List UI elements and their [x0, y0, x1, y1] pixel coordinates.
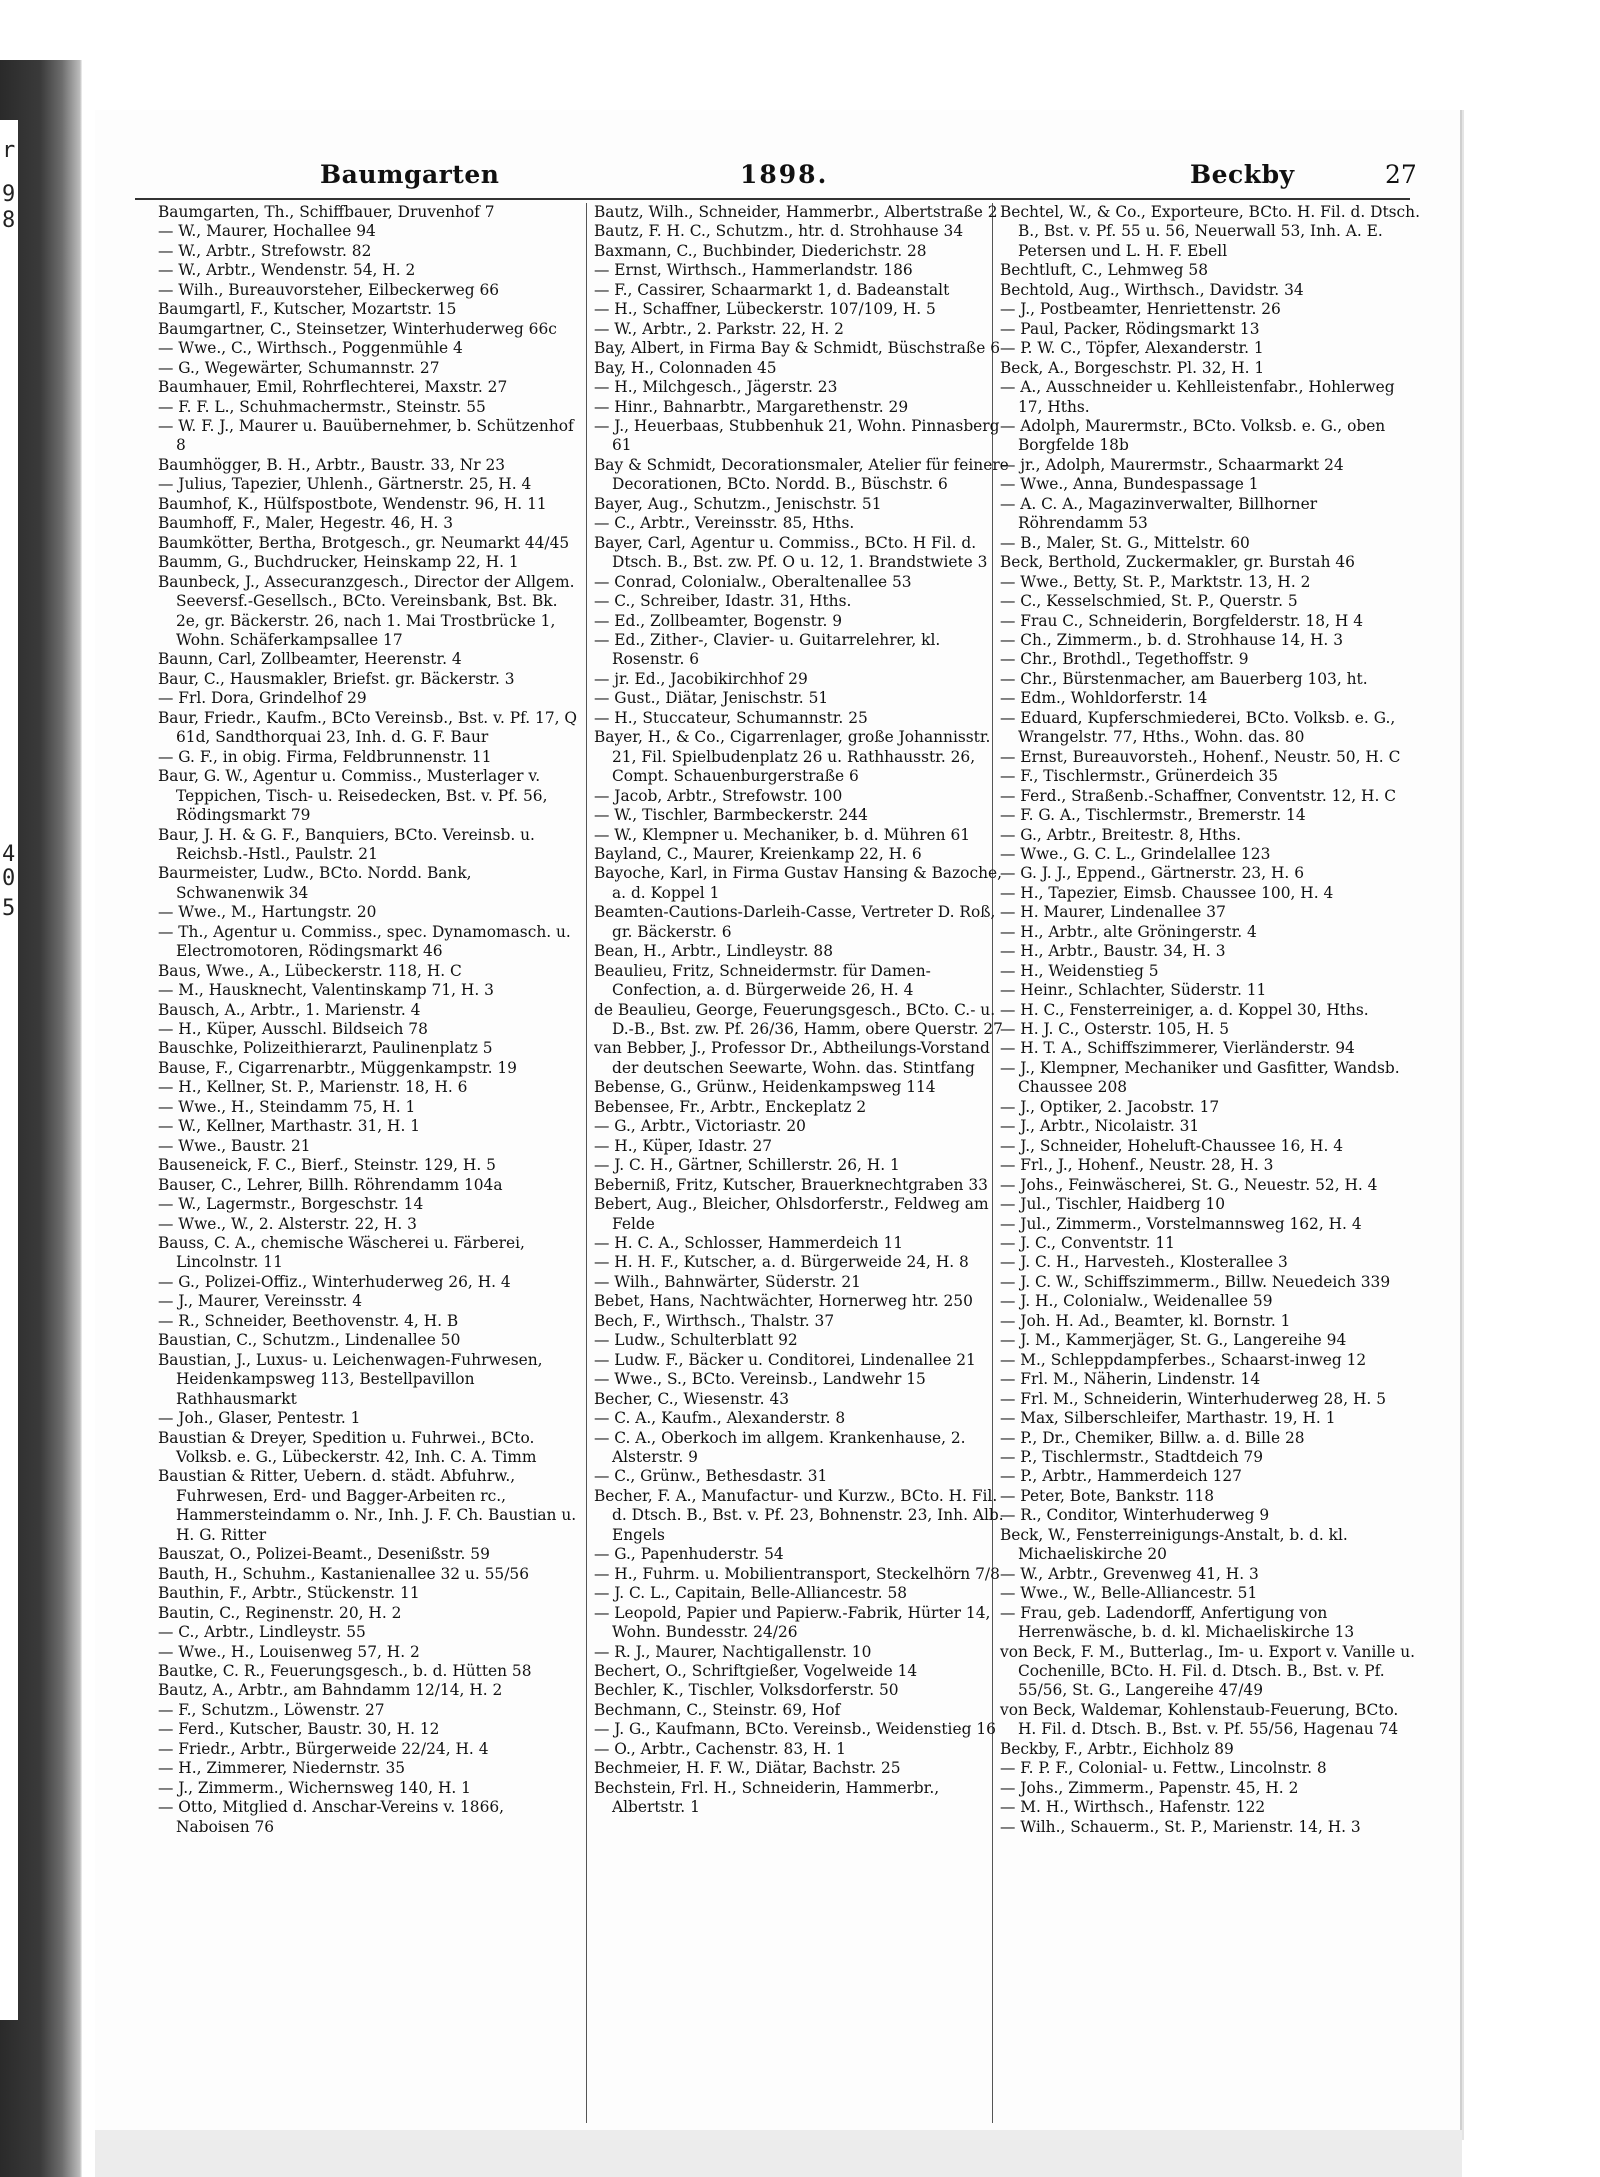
directory-entry: Becher, C., Wiesenstr. 43	[594, 1389, 790, 1408]
directory-entry: Bay, H., Colonnaden 45	[594, 358, 777, 377]
directory-entry: Bautz, Wilh., Schneider, Hammerbr., Albertstraße 2	[594, 203, 998, 221]
directory-entry: — G. F., in obig. Firma, Feldbrunnenstr. 11	[158, 747, 492, 766]
directory-entry: Bayer, H., & Co., Cigarrenlager, große Johannisstr. 21, Fil. Spielbudenplatz 26 u. Rathhausstr. 26, Compt. Schauenburgerstraße 6	[594, 728, 991, 786]
directory-entry: — H., Arbtr., alte Gröningerstr. 4	[1000, 922, 1257, 941]
directory-entry: Beck, W., Fensterreinigungs-Anstalt, b. d. kl. Michaeliskirche 20	[1000, 1525, 1348, 1564]
directory-entry: — M. H., Wirthsch., Hafenstr. 122	[1000, 1798, 1266, 1817]
edge-fragment: 0	[2, 866, 16, 891]
directory-entry: — Ch., Zimmerm., b. d. Strohhause 14, H. 3	[1000, 630, 1343, 649]
column-divider	[586, 203, 587, 2123]
directory-entry: — J. H., Colonialw., Weidenallee 59	[1000, 1292, 1273, 1311]
directory-entry: — Friedr., Arbtr., Bürgerweide 22/24, H. 4	[158, 1739, 489, 1758]
directory-entry: Baus, Wwe., A., Lübeckerstr. 118, H. C	[158, 961, 462, 980]
directory-entry: von Beck, F. M., Butterlag., Im- u. Export v. Vanille u. Cochenille, BCto. H. Fil. d. Dtsch. B., Bst. v. Pf. 55/56, St. G., Langereihe 47/49	[1000, 1642, 1416, 1700]
directory-entry: — Johs., Zimmerm., Papenstr. 45, H. 2	[1000, 1778, 1299, 1797]
directory-entry: — A. C. A., Magazinverwalter, Billhorner Röhrendamm 53	[1000, 494, 1318, 533]
directory-entry: — J., Optiker, 2. Jacobstr. 17	[1000, 1097, 1220, 1116]
directory-entry: — W., Arbtr., Wendenstr. 54, H. 2	[158, 261, 416, 280]
directory-entry: — W., Lagermstr., Borgeschstr. 14	[158, 1195, 424, 1214]
directory-entry: Bebensee, Fr., Arbtr., Enckeplatz 2	[594, 1097, 867, 1116]
page-bottom-shade	[95, 2130, 1462, 2177]
directory-entry: — Frau, geb. Ladendorff, Anfertigung von Herrenwäsche, b. d. kl. Michaeliskirche 13	[1000, 1603, 1355, 1642]
directory-entry: — P., Dr., Chemiker, Billw. a. d. Bille 28	[1000, 1428, 1305, 1447]
directory-entry: — W., Klempner u. Mechaniker, b. d. Mühren 61	[594, 825, 971, 844]
edge-fragment: r	[2, 138, 16, 163]
directory-entry: Baur, C., Hausmakler, Briefst. gr. Bäckerstr. 3	[158, 669, 515, 688]
directory-entry: — J., Heuerbaas, Stubbenhuk 21, Wohn. Pinnasberg 61	[594, 416, 1000, 455]
directory-entry: — Ferd., Straßenb.-Schaffner, Conventstr. 12, H. C	[1000, 786, 1397, 805]
directory-entry: — J., Arbtr., Nicolaistr. 31	[1000, 1117, 1200, 1136]
directory-entry: Bechmann, C., Steinstr. 69, Hof	[594, 1700, 841, 1719]
directory-entry: — H., Küper, Ausschl. Bildseich 78	[158, 1020, 428, 1039]
directory-entry: — G., Papenhuderstr. 54	[594, 1545, 784, 1564]
directory-entry: Beamten-Cautions-Darleih-Casse, Vertreter D. Roß, gr. Bäckerstr. 6	[594, 903, 996, 941]
directory-entry: Baumhoff, F., Maler, Hegestr. 46, H. 3	[158, 514, 454, 533]
directory-entry: — Wwe., Baustr. 21	[158, 1136, 311, 1155]
directory-entry: — C. A., Kaufm., Alexanderstr. 8	[594, 1409, 846, 1428]
directory-entry: Bebet, Hans, Nachtwächter, Hornerweg htr. 250	[594, 1292, 973, 1311]
directory-entry: Bautz, F. H. C., Schutzm., htr. d. Strohhause 34	[594, 222, 964, 241]
directory-entry: — J. C. L., Capitain, Belle-Alliancestr. 58	[594, 1584, 908, 1603]
directory-entry: — J., Zimmerm., Wichernsweg 140, H. 1	[158, 1778, 471, 1797]
directory-entry: — Wilh., Schauerm., St. P., Marienstr. 14, H. 3	[1000, 1817, 1361, 1836]
directory-entry: — C., Arbtr., Lindleystr. 55	[158, 1623, 366, 1642]
directory-entry: — G. J. J., Eppend., Gärtnerstr. 23, H. 6	[1000, 864, 1304, 883]
directory-entry: Bay & Schmidt, Decorationsmaler, Atelier für feinere Decorationen, BCto. Nordd. B., Büschstr. 6	[594, 455, 1009, 494]
directory-entry: — F. G. A., Tischlermstr., Bremerstr. 14	[1000, 806, 1306, 825]
directory-entry: Baustian, C., Schutzm., Lindenallee 50	[158, 1331, 461, 1350]
directory-entry: Bechmeier, H. F. W., Diätar, Bachstr. 25	[594, 1759, 901, 1778]
directory-entry: Baumhögger, B. H., Arbtr., Baustr. 33, Nr 23	[158, 455, 506, 474]
directory-entry: van Bebber, J., Professor Dr., Abtheilungs-Vorstand der deutschen Seewarte, Wohn. das. Stintfang	[594, 1039, 990, 1077]
directory-column-3	[1000, 203, 1420, 1837]
directory-entry: Baur, J. H. & G. F., Banquiers, BCto. Vereinsb. u. Reichsb.-Hstl., Paulstr. 21	[158, 825, 535, 863]
directory-entry: — J., Schneider, Hoheluft-Chaussee 16, H. 4	[1000, 1136, 1344, 1155]
directory-entry: — J. C. W., Schiffszimmerm., Billw. Neuedeich 339	[1000, 1272, 1391, 1291]
directory-entry: — Wwe., Betty, St. P., Marktstr. 13, H. 2	[1000, 572, 1311, 591]
edge-fragment: 9	[2, 182, 16, 207]
directory-entry: — H., Weidenstieg 5	[1000, 961, 1159, 980]
directory-entry: Baurmeister, Ludw., BCto. Nordd. Bank, Schwanenwik 34	[158, 864, 472, 902]
directory-entry: Bebert, Aug., Bleicher, Ohlsdorferstr., Feldweg am Felde	[594, 1195, 989, 1233]
directory-entry: — G., Arbtr., Victoriastr. 20	[594, 1117, 806, 1136]
directory-entry: Bayoche, Karl, in Firma Gustav Hansing & Bazoche, a. d. Koppel 1	[594, 864, 1002, 902]
directory-entry: — Chr., Brothdl., Tegethoffstr. 9	[1000, 650, 1249, 669]
directory-entry: — Ludw. F., Bäcker u. Conditorei, Lindenallee 21	[594, 1350, 976, 1369]
directory-entry: Beaulieu, Fritz, Schneidermstr. für Damen-Confection, a. d. Bürgerweide 26, H. 4	[594, 961, 931, 1000]
directory-entry: — W., Maurer, Hochallee 94	[158, 222, 376, 241]
directory-entry: — Eduard, Kupferschmiederei, BCto. Volksb. e. G., Wrangelstr. 77, Hths., Wohn. das. 80	[1000, 708, 1396, 747]
directory-entry: — Edm., Wohldorferstr. 14	[1000, 689, 1208, 708]
directory-column-2	[594, 203, 1014, 1818]
directory-entry: Baustian, J., Luxus- u. Leichenwagen-Fuhrwesen, Heidenkampsweg 113, Bestellpavillon Rathhausmarkt	[158, 1350, 543, 1408]
directory-entry: — C. A., Oberkoch im allgem. Krankenhause, 2. Alsterstr. 9	[594, 1428, 966, 1466]
directory-entry: Bechler, K., Tischler, Volksdorferstr. 50	[594, 1681, 899, 1700]
page-number: 27	[1385, 160, 1417, 189]
directory-entry: — F. P. F., Colonial- u. Fettw., Lincolnstr. 8	[1000, 1759, 1327, 1778]
directory-entry: Beckby, F., Arbtr., Eichholz 89	[1000, 1739, 1234, 1758]
directory-entry: — Frl. M., Schneiderin, Winterhuderweg 28, H. 5	[1000, 1389, 1386, 1408]
directory-entry: Bayer, Carl, Agentur u. Commiss., BCto. H Fil. d. Dtsch. B., Bst. zw. Pf. O u. 12, 1. Brandstwiete 3	[594, 533, 988, 572]
directory-entry: — H. Maurer, Lindenallee 37	[1000, 903, 1226, 922]
directory-entry: — Otto, Mitglied d. Anschar-Vereins v. 1866, Naboisen 76	[158, 1798, 505, 1836]
edge-fragment: 4	[2, 842, 16, 867]
directory-entry: Baur, G. W., Agentur u. Commiss., Musterlager v. Teppichen, Tisch- u. Reisedecken, Bst. v. Pf. 56, Rödingsmarkt 79	[158, 767, 548, 825]
directory-entry: Baumgartner, C., Steinsetzer, Winterhuderweg 66c	[158, 319, 557, 338]
directory-entry: — F., Tischlermstr., Grünerdeich 35	[1000, 767, 1279, 786]
directory-entry: — Ed., Zollbeamter, Bogenstr. 9	[594, 611, 843, 630]
directory-entry: — G., Wegewärter, Schumannstr. 27	[158, 358, 440, 377]
directory-entry: — Wwe., W., 2. Alsterstr. 22, H. 3	[158, 1214, 417, 1233]
directory-entry: Bautin, C., Reginenstr. 20, H. 2	[158, 1603, 402, 1622]
directory-entry: — C., Arbtr., Vereinsstr. 85, Hths.	[594, 514, 855, 533]
directory-entry: — Peter, Bote, Bankstr. 118	[1000, 1486, 1215, 1505]
directory-entry: — Wwe., W., Belle-Alliancestr. 51	[1000, 1584, 1258, 1603]
directory-entry: Bause, F., Cigarrenarbtr., Müggenkampstr. 19	[158, 1058, 517, 1077]
directory-entry: von Beck, Waldemar, Kohlenstaub-Feuerung, BCto. H. Fil. d. Dtsch. B., Bst. v. Pf. 55/56, Hagenau 74	[1000, 1700, 1399, 1739]
directory-entry: — O., Arbtr., Cachenstr. 83, H. 1	[594, 1739, 846, 1758]
directory-column-1	[158, 203, 578, 1837]
directory-entry: — Julius, Tapezier, Uhlenh., Gärtnerstr. 25, H. 4	[158, 475, 532, 494]
directory-entry: — H. C., Fensterreiniger, a. d. Koppel 30, Hths.	[1000, 1000, 1369, 1019]
directory-entry: Baumhof, K., Hülfspostbote, Wendenstr. 96, H. 11	[158, 494, 547, 513]
directory-entry: Bean, H., Arbtr., Lindleystr. 88	[594, 942, 833, 961]
directory-entry: Baxmann, C., Buchbinder, Diederichstr. 28	[594, 241, 927, 260]
directory-entry: — W., Tischler, Barmbeckerstr. 244	[594, 806, 868, 825]
directory-entry: — H., Schaffner, Lübeckerstr. 107/109, H. 5	[594, 300, 936, 319]
directory-entry: — Conrad, Colonialw., Oberaltenallee 53	[594, 572, 912, 591]
directory-entry: — Wwe., G. C. L., Grindelallee 123	[1000, 844, 1271, 863]
directory-entry: — H., Zimmerer, Niedernstr. 35	[158, 1759, 406, 1778]
directory-entry: — Paul, Packer, Rödingsmarkt 13	[1000, 319, 1260, 338]
directory-entry: — Max, Silberschleifer, Marthastr. 19, H. 1	[1000, 1409, 1336, 1428]
directory-entry: Baustian & Dreyer, Spedition u. Fuhrwei., BCto. Volksb. e. G., Lübeckerstr. 42, Inh. C. A. Timm	[158, 1428, 537, 1466]
directory-entry: — Wwe., C., Wirthsch., Poggenmühle 4	[158, 339, 463, 358]
directory-entry: — Ferd., Kutscher, Baustr. 30, H. 12	[158, 1720, 440, 1739]
directory-entry: — Frl. Dora, Grindelhof 29	[158, 689, 367, 708]
directory-entry: Bauth, H., Schuhm., Kastanienallee 32 u. 55/56	[158, 1564, 529, 1583]
directory-entry: — A., Ausschneider u. Kehlleistenfabr., Hohlerweg 17, Hths.	[1000, 378, 1395, 416]
directory-entry: — C., Grünw., Bethesdastr. 31	[594, 1467, 828, 1486]
directory-entry: Bayland, C., Maurer, Kreienkamp 22, H. 6	[594, 844, 922, 863]
directory-entry: — J. C. H., Gärtner, Schillerstr. 26, H. 1	[594, 1156, 900, 1175]
directory-entry: de Beaulieu, George, Feuerungsgesch., BCto. C.- u. D.-B., Bst. zw. Pf. 26/36, Hamm, obere Querstr. 27	[594, 1000, 1003, 1039]
directory-entry: Beck, Berthold, Zuckermakler, gr. Burstah 46	[1000, 553, 1355, 572]
header-left-keyword: Baumgarten	[320, 160, 500, 189]
directory-entry: Baumkötter, Bertha, Brotgesch., gr. Neumarkt 44/45	[158, 533, 570, 552]
directory-entry: — R., Schneider, Beethovenstr. 4, H. B	[158, 1311, 459, 1330]
directory-entry: — J., Maurer, Vereinsstr. 4	[158, 1292, 363, 1311]
directory-entry: — H. T. A., Schiffszimmerer, Vierländerstr. 94	[1000, 1039, 1355, 1058]
directory-entry: — Wilh., Bahnwärter, Süderstr. 21	[594, 1272, 861, 1291]
directory-entry: — W., Arbtr., 2. Parkstr. 22, H. 2	[594, 319, 844, 338]
directory-entry: — H., Arbtr., Baustr. 34, H. 3	[1000, 942, 1226, 961]
directory-entry: Bay, Albert, in Firma Bay & Schmidt, Büschstraße 6	[594, 339, 1001, 358]
directory-entry: — Hinr., Bahnarbtr., Margarethenstr. 29	[594, 397, 909, 416]
directory-entry: Baumgarten, Th., Schiffbauer, Druvenhof 7	[158, 203, 495, 221]
directory-entry: — W., Arbtr., Grevenweg 41, H. 3	[1000, 1564, 1259, 1583]
directory-entry: Bauszat, O., Polizei-Beamt., Desenißstr. 59	[158, 1545, 490, 1564]
directory-entry: — Wilh., Bureauvorsteher, Eilbeckerweg 66	[158, 280, 500, 299]
directory-entry: — H., Milchgesch., Jägerstr. 23	[594, 378, 838, 397]
directory-entry: Bayer, Aug., Schutzm., Jenischstr. 51	[594, 494, 882, 513]
directory-entry: — F., Schutzm., Löwenstr. 27	[158, 1700, 385, 1719]
directory-entry: Baunn, Carl, Zollbeamter, Heerenstr. 4	[158, 650, 462, 669]
directory-entry: Baumgartl, F., Kutscher, Mozartstr. 15	[158, 300, 457, 319]
directory-entry: — jr., Adolph, Maurermstr., Schaarmarkt 24	[1000, 455, 1344, 474]
directory-entry: — Th., Agentur u. Commiss., spec. Dynamomasch. u. Electromotoren, Rödingsmarkt 46	[158, 922, 571, 961]
directory-entry: — Wwe., M., Hartungstr. 20	[158, 903, 377, 922]
directory-entry: — W., Arbtr., Strefowstr. 82	[158, 241, 372, 260]
directory-entry: — Wwe., S., BCto. Vereinsb., Landwehr 15	[594, 1370, 926, 1389]
directory-entry: — C., Schreiber, Idastr. 31, Hths.	[594, 592, 852, 611]
directory-entry: Bechtel, W., & Co., Exporteure, BCto. H. Fil. d. Dtsch. B., Bst. v. Pf. 55 u. 56, Neuerwall 53, Inh. A. E. Petersen und L. H. F. Ebell	[1000, 203, 1420, 260]
directory-entry: Baumm, G., Buchdrucker, Heinskamp 22, H. 1	[158, 553, 519, 572]
facing-page-strip	[0, 120, 18, 2020]
directory-entry: — J. C. H., Harvesteh., Klosterallee 3	[1000, 1253, 1288, 1272]
directory-entry: Bausch, A., Arbtr., 1. Marienstr. 4	[158, 1000, 421, 1019]
directory-entry: — R., Conditor, Winterhuderweg 9	[1000, 1506, 1270, 1525]
directory-entry: — Wwe., H., Louisenweg 57, H. 2	[158, 1642, 420, 1661]
directory-entry: — J., Postbeamter, Henriettenstr. 26	[1000, 300, 1281, 319]
directory-entry: — Frl. M., Näherin, Lindenstr. 14	[1000, 1370, 1261, 1389]
directory-entry: — G., Arbtr., Breitestr. 8, Hths.	[1000, 825, 1241, 844]
directory-entry: — J. M., Kammerjäger, St. G., Langereihe 94	[1000, 1331, 1347, 1350]
directory-entry: — Ernst, Bureauvorsteh., Hohenf., Neustr. 50, H. C	[1000, 747, 1401, 766]
directory-entry: Beck, A., Borgeschstr. Pl. 32, H. 1	[1000, 358, 1265, 377]
directory-entry: — P. W. C., Töpfer, Alexanderstr. 1	[1000, 339, 1264, 358]
directory-entry: — Johs., Feinwäscherei, St. G., Neuestr. 52, H. 4	[1000, 1175, 1378, 1194]
directory-entry: — Adolph, Maurermstr., BCto. Volksb. e. G., oben Borgfelde 18b	[1000, 416, 1386, 455]
directory-entry: — jr. Ed., Jacobikirchhof 29	[594, 669, 808, 688]
directory-entry: — H., Fuhrm. u. Mobilientransport, Steckelhörn 7/8	[594, 1564, 1000, 1583]
directory-entry: — W. F. J., Maurer u. Bauübernehmer, b. Schützenhof 8	[158, 416, 574, 455]
directory-entry: Bauss, C. A., chemische Wäscherei u. Färberei, Lincolnstr. 11	[158, 1234, 525, 1272]
directory-entry: — M., Hausknecht, Valentinskamp 71, H. 3	[158, 981, 494, 1000]
directory-entry: — J. C., Conventstr. 11	[1000, 1234, 1175, 1253]
directory-entry: — F., Cassirer, Schaarmarkt 1, d. Badeanstalt	[594, 280, 950, 299]
directory-entry: — H., Kellner, St. P., Marienstr. 18, H. 6	[158, 1078, 468, 1097]
directory-entry: Bautke, C. R., Feuerungsgesch., b. d. Hütten 58	[158, 1661, 532, 1680]
directory-entry: Baustian & Ritter, Uebern. d. städt. Abfuhrw., Fuhrwesen, Erd- und Bagger-Arbeiten rc., Hammersteindamm o. Nr., Inh. J. F. Ch. Baustian u. H. G. Ritter	[158, 1467, 577, 1544]
directory-entry: — G., Polizei-Offiz., Winterhuderweg 26, H. 4	[158, 1272, 511, 1291]
directory-entry: Bauser, C., Lehrer, Billh. Röhrendamm 104a	[158, 1175, 503, 1194]
directory-entry: — J., Klempner, Mechaniker und Gasfitter, Wandsb. Chaussee 208	[1000, 1058, 1400, 1097]
directory-entry: Baumhauer, Emil, Rohrflechterei, Maxstr. 27	[158, 378, 508, 397]
directory-entry: — Ernst, Wirthsch., Hammerlandstr. 186	[594, 261, 913, 280]
directory-entry: — Jacob, Arbtr., Strefowstr. 100	[594, 786, 843, 805]
directory-entry: — H. C. A., Schlosser, Hammerdeich 11	[594, 1234, 904, 1253]
directory-entry: — Joh. H. Ad., Beamter, kl. Bornstr. 1	[1000, 1311, 1291, 1330]
directory-entry: — R. J., Maurer, Nachtigallenstr. 10	[594, 1642, 872, 1661]
directory-entry: — J. G., Kaufmann, BCto. Vereinsb., Weidenstieg 16	[594, 1720, 996, 1739]
directory-entry: Bebense, G., Grünw., Heidenkampsweg 114	[594, 1078, 936, 1097]
directory-entry: Bautz, A., Arbtr., am Bahndamm 12/14, H. 2	[158, 1681, 503, 1700]
directory-entry: — Wwe., Anna, Bundespassage 1	[1000, 475, 1259, 494]
directory-entry: Bechtluft, C., Lehmweg 58	[1000, 261, 1208, 280]
directory-entry: — C., Kesselschmied, St. P., Querstr. 5	[1000, 592, 1298, 611]
directory-entry: — Jul., Tischler, Haidberg 10	[1000, 1195, 1226, 1214]
directory-entry: — H., Tapezier, Eimsb. Chaussee 100, H. 4	[1000, 883, 1334, 902]
directory-entry: — Chr., Bürstenmacher, am Bauerberg 103, ht.	[1000, 669, 1368, 688]
directory-entry: Baur, Friedr., Kaufm., BCto Vereinsb., Bst. v. Pf. 17, Q 61d, Sandthorquai 23, Inh. d. G. F. Baur	[158, 708, 578, 747]
directory-entry: — Heinr., Schlachter, Süderstr. 11	[1000, 981, 1267, 1000]
directory-entry: — P., Tischlermstr., Stadtdeich 79	[1000, 1448, 1264, 1466]
header-rule	[135, 198, 1410, 200]
directory-entry: — Ed., Zither-, Clavier- u. Guitarrelehrer, kl. Rosenstr. 6	[594, 630, 941, 669]
directory-entry: Beberniß, Fritz, Kutscher, Brauerknechtgraben 33	[594, 1175, 988, 1194]
directory-entry: Bauseneick, F. C., Bierf., Steinstr. 129, H. 5	[158, 1156, 496, 1175]
edge-fragment: 5	[2, 896, 16, 921]
directory-entry: — Gust., Diätar, Jenischstr. 51	[594, 689, 829, 708]
directory-entry: Bauthin, F., Arbtr., Stückenstr. 11	[158, 1584, 420, 1603]
header-right-keyword: Beckby	[1190, 160, 1295, 189]
directory-entry: — M., Schleppdampferbes., Schaarst-inweg 12	[1000, 1350, 1367, 1369]
directory-entry: — P., Arbtr., Hammerdeich 127	[1000, 1467, 1242, 1486]
directory-entry: — Frl., J., Hohenf., Neustr. 28, H. 3	[1000, 1156, 1274, 1175]
directory-entry: — Ludw., Schulterblatt 92	[594, 1331, 798, 1350]
directory-entry: — Wwe., H., Steindamm 75, H. 1	[158, 1097, 416, 1116]
directory-entry: Bechstein, Frl. H., Schneiderin, Hammerbr., Albertstr. 1	[594, 1778, 940, 1817]
directory-entry: Baunbeck, J., Assecuranzgesch., Director der Allgem. Seeversf.-Gesellsch., BCto. Vereinsbank, Bst. Bk. 2e, gr. Bäckerstr. 26, nach 1. Mai Trostbrücke 1, Wohn. Schäferkampsallee 17	[158, 572, 575, 649]
directory-entry: — H. J. C., Osterstr. 105, H. 5	[1000, 1020, 1230, 1039]
directory-entry: Bechtold, Aug., Wirthsch., Davidstr. 34	[1000, 280, 1304, 299]
directory-entry: — H., Stuccateur, Schumannstr. 25	[594, 708, 868, 727]
directory-entry: — H., Küper, Idastr. 27	[594, 1136, 773, 1155]
page-header	[130, 160, 1420, 196]
directory-entry: — Joh., Glaser, Pentestr. 1	[158, 1409, 361, 1428]
directory-entry: Becher, F. A., Manufactur- und Kurzw., BCto. H. Fil. d. Dtsch. B., Bst. v. Pf. 23, Bohnenstr. 23, Inh. Alb. Engels	[594, 1486, 1004, 1544]
directory-entry: — H. H. F., Kutscher, a. d. Bürgerweide 24, H. 8	[594, 1253, 969, 1272]
directory-entry: — W., Kellner, Marthastr. 31, H. 1	[158, 1117, 421, 1136]
directory-entry: Bechert, O., Schriftgießer, Vogelweide 14	[594, 1661, 918, 1680]
directory-entry: — B., Maler, St. G., Mittelstr. 60	[1000, 533, 1250, 552]
directory-entry: — Leopold, Papier und Papierw.-Fabrik, Hürter 14, Wohn. Bundesstr. 24/26	[594, 1603, 991, 1642]
header-year: 1898.	[740, 160, 829, 189]
directory-entry: — F. F. L., Schuhmachermstr., Steinstr. 55	[158, 397, 486, 416]
directory-entry: Bech, F., Wirthsch., Thalstr. 37	[594, 1311, 835, 1330]
directory-entry: Bauschke, Polizeithierarzt, Paulinenplatz 5	[158, 1039, 493, 1058]
directory-entry: — Jul., Zimmerm., Vorstelmannsweg 162, H. 4	[1000, 1214, 1362, 1233]
edge-fragment: 8	[2, 208, 16, 233]
directory-entry: — Frau C., Schneiderin, Borgfelderstr. 18, H 4	[1000, 611, 1363, 630]
